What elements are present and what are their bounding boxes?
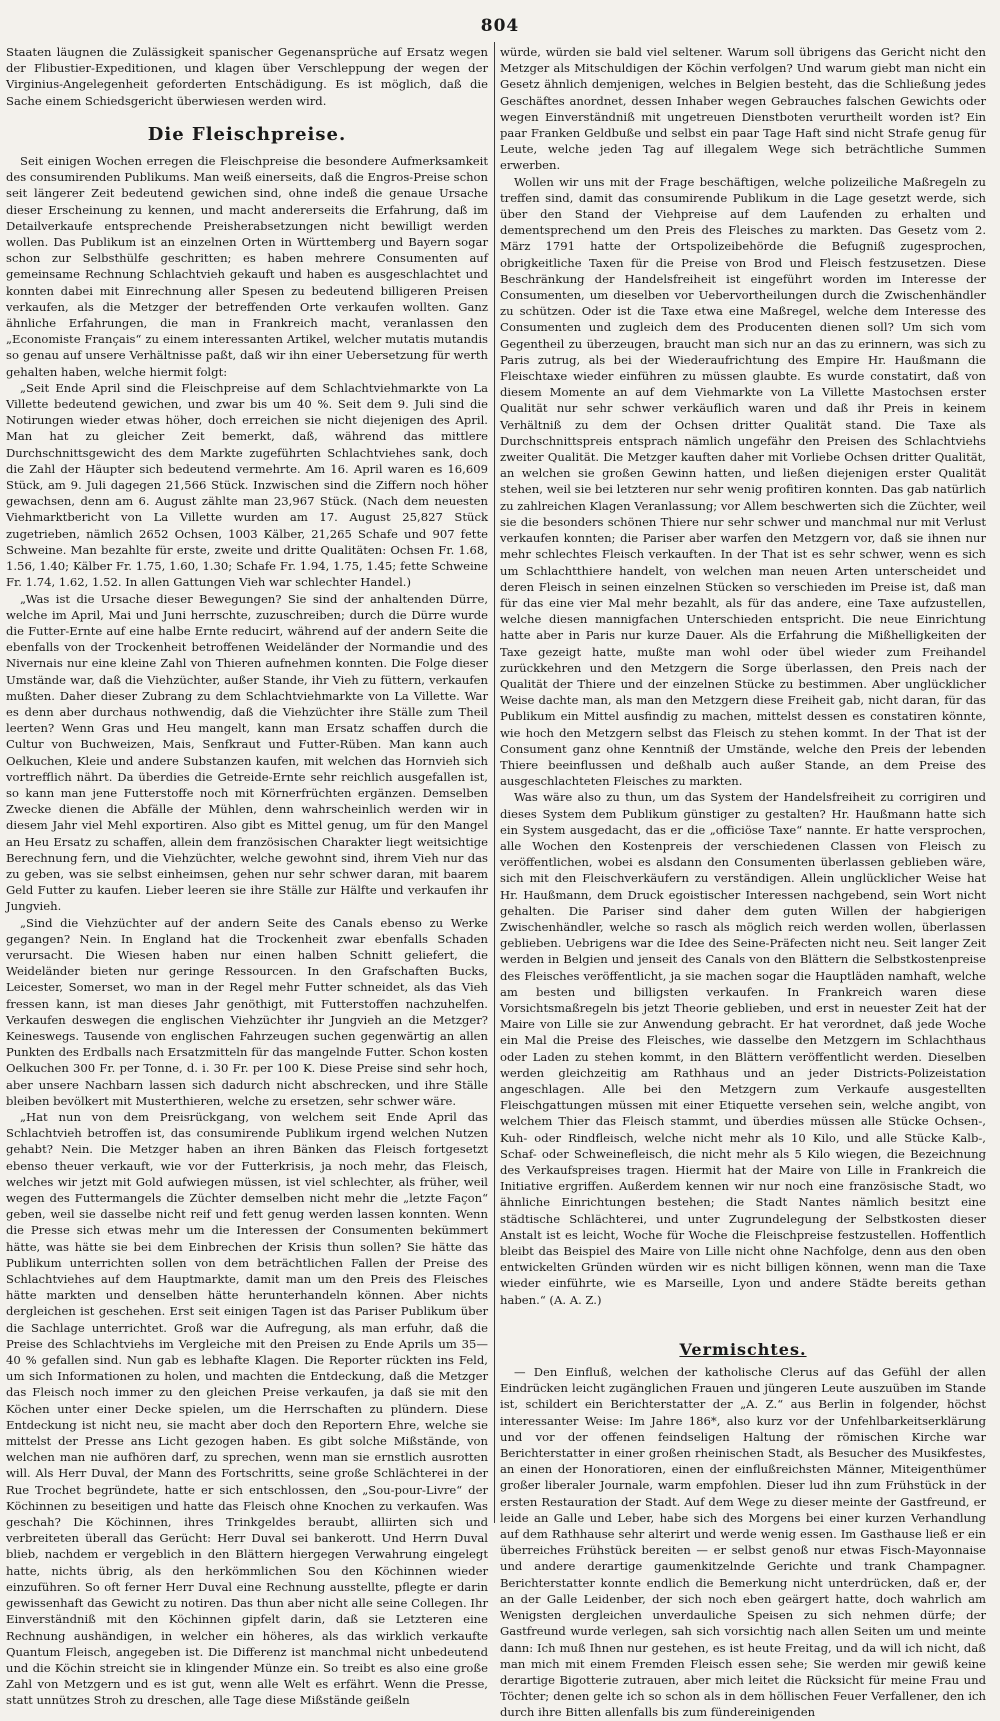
article-headline-fleischpreise: Die Fleischpreise. (147, 123, 347, 145)
article-paragraph: Was wäre also zu thun, um das System der Handelsfreiheit zu corrigiren und dieses System dem Publikum günstiger zu gestalten? Hr. Haußmann hatte sich ein System ausgedacht, das er die „officiöse Taxe“ nannte. Er hatte versprochen, alle Wochen den Kostenpreis der verschiedenen Classen von Fleisch zu veröffentlichen, wobei es alsdann den Consumenten überlassen geblieben wäre, sich mit den Fleischverkäufern zu verständigen. Allein unglücklicher Weise hat Hr. Haußmann, dem Druck egoistischer Interessen nachgebend, sein Wort nicht gehalten. Die Pariser sind daher dem guten Willen der habgierigen Zwischenhändler, welche so rasch als möglich reich werden wollen, überlassen geblieben. Uebrigens war die Idee des Seine-Präfecten nicht neu. Seit langer Zeit werden in Belgien und jenseit des Canals von den Blättern die Selbstkostenpreise des Fleisches veröffentlicht, ja sie machen sogar die Hauptläden namhaft, welche am besten und billigsten verkaufen. In Frankreich waren diese Vorsichtsmaßregeln bis jetzt Theorie geblieben, und erst in neuester Zeit hat der Maire von Lille sie zur Anwendung gebracht. Er hat verordnet, daß jede Woche ein Mal die Preise des Fleisches, wie dasselbe den Metzgern im Schlachthaus oder Laden zu stehen kommt, in den Blättern veröffentlicht werden. Dieselben werden gleichzeitig am Rathhaus und an jeder Districts-Polizeistation angeschlagen. Alle bei den Metzgern zum Verkaufe ausgestellten Fleischgattungen müssen mit einer Etiquette versehen sein, welche angibt, von welchem Thier das Fleisch stammt, und überdies müssen alle Stücke Ochsen-, Kuh- oder Rindfleisch, welche nicht mehr als 10 Kilo, und alle Stücke Kalb-, Schaf- oder Schweinefleisch, die nicht mehr als 5 Kilo wiegen, die Bezeichnung des Verkaufspreises tragen. Hiermit hat der Maire von Lille in Frankreich die Initiative ergriffen. Außerdem kennen wir nur noch eine französische Stadt, wo ähnliche Einrichtungen bestehen; die Stadt Nantes nämlich besitzt eine städtische Schlächterei, und unter Zugrundelegung der Selbstkosten dieser Anstalt ist es leicht, Woche für Woche die Fleischpreise festzustellen. Hoffentlich bleibt das Beispiel des Maire von Lille nicht ohne Nachfolge, denn aus den oben entwickelten Gründen würden wir es nicht billigen können, wenn man die Taxe wieder einführte, wie es Marseille, Lyon und andere Städte bereits gethan haben.“ (A. A. Z.) (500, 790, 986, 1307)
column-divider (494, 42, 495, 1523)
right-column (500, 44, 986, 1720)
article-paragraph: Wollen wir uns mit der Frage beschäftigen, welche polizeiliche Maßregeln zu treffen sind, damit das consumirende Publikum in die Lage gesetzt werde, sich über den Stand der Viehpreise auf dem Laufenden zu erhalten und dementsprechend um den Preis des Fleisches zu markten. Das Gesetz vom 2. März 1791 hatte der Ortspolizeibehörde die Befugniß zugesprochen, obrigkeitliche Taxen für die Preise von Brod und Fleisch festzusetzen. Diese Beschränkung der Handelsfreiheit ist eingeführt worden im Interesse der Consumenten, um dieselben vor Uebervortheilungen durch die Zwischenhändler zu schützen. Oder ist die Taxe etwa eine Maßregel, welche dem Interesse des Consumenten und zugleich dem des Producenten dienen soll? Um sich vom Gegentheil zu überzeugen, braucht man sich nur an das zu erinnern, was sich zu Paris zutrug, als bei der Wiederaufrichtung des Empire Hr. Haußmann die Fleischtaxe wieder einführen zu müssen glaubte. Es wurde constatirt, daß von diesem Momente an auf dem Viehmarkte von La Villette Mastochsen erster Qualität nur sehr schwer verkäuflich waren und daß ihr Preis in keinem Verhältniß zu dem der Ochsen dritter Qualität stand. Die Taxe als Durchschnittspreis entsprach nämlich ungefähr den Preisen des Schlachtviehs zweiter Qualität. Die Metzger kauften daher mit Vorliebe Ochsen dritter Qualität, an welchen sie großen Gewinn hatten, und ließen diejenigen erster Qualität stehen, weil sie bei letzteren nur sehr wenig profitiren konnten. Das gab natürlich zu zahlreichen Klagen Veranlassung; vor Allem beschwerten sich die Züchter, weil sie die besonders schönen Thiere nur sehr schwer und manchmal nur mit Verlust verkaufen konnten; die Pariser aber warfen den Metzgern vor, daß sie ihnen nur mehr schlechtes Fleisch verkauften. In der That ist es sehr schwer, wenn es sich um Schlachtthiere handelt, von welchen man neuen Arten unterscheidet und deren Fleisch in seinen einzelnen Stücken so verschieden im Preise ist, daß man für das eine vier Mal mehr bezahlt, als für das andere, eine Taxe aufzustellen, welche diesen mannigfachen Unterschieden entspricht. Die neue Einrichtung hatte aber in Paris nur kurze Dauer. Als die Erfahrung die Mißhelligkeiten der Taxe gezeigt hatte, mußte man wohl oder übel wieder zum Freihandel zurückkehren und den Metzgern die Sorge überlassen, den Preis nach der Qualität der Thiere und der einzelnen Stücke zu bestimmen. Aber unglücklicher Weise dachte man, als man den Metzgern diese Freiheit gab, nicht daran, für das Publikum ein Mittel ausfindig zu machen, mittelst dessen es constatiren könnte, wie hoch den Metzgern selbst das Fleisch zu stehen kommt. In der That ist der Consument ganz ohne Kenntniß der Umstände, welche den Preis der lebenden Thiere beeinflussen und deßhalb auch außer Stande, an dem Preise des ausgeschlachteten Fleisches zu markten. (500, 174, 986, 789)
article-paragraph: „Sind die Viehzüchter auf der andern Seite des Canals ebenso zu Werke gegangen? Nein. In England hat die Trockenheit zwar ebenfalls Schaden verursacht. Die Wiesen haben nur einen halben Schnitt geliefert, die Weideländer bieten nur geringe Ressourcen. In den Grafschaften Bucks, Leicester, Somerset, wo man in der Regel mehr Futter schneidet, als das Vieh fressen kann, ist man dieses Jahr genöthigt, mit Futterstoffen nachzuhelfen. Verkaufen deswegen die englischen Viehzüchter ihr Jungvieh an die Metzger? Keineswegs. Tausende von englischen Fahrzeugen suchen gegenwärtig an allen Punkten des Erdballs nach Ersatzmitteln für das mangelnde Futter. Schon kosten Oelkuchen 300 Fr. per Tonne, d. i. 30 Fr. per 100 K. Diese Preise sind sehr hoch, aber unsere Nachbarn lassen sich dadurch nicht abschrecken, und ihre Ställe bleiben bevölkert mit Musterthieren, welche zu ersetzen, sehr schwer wäre. (6, 915, 488, 1108)
article-paragraph: „Was ist die Ursache dieser Bewegungen? Sie sind der anhaltenden Dürre, welche im April, Mai und Juni herrschte, zuzuschreiben; durch die Dürre wurde die Futter-Ernte auf eine halbe Ernte reducirt, während auf der andern Seite die ebenfalls von der Trockenheit betroffenen Weideländer der Normandie und des Nivernais nur eine kleine Zahl von Thieren aufnehmen konnten. Die Folge dieser Umstände war, daß die Viehzüchter, außer Stande, ihr Vieh zu füttern, verkaufen mußten. Daher dieser Zubrang zu dem Schlachtviehmarkte von La Villette. War es denn aber durchaus nothwendig, daß die Viehzüchter ihre Ställe zum Theil leerten? Wenn Gras und Heu mangelt, kann man Ersatz schaffen durch die Cultur von Buchweizen, Mais, Senfkraut und Futter-Rüben. Man kann auch Oelkuchen, Kleie und andere Substanzen kaufen, mit welchen das Hornvieh sich vortrefflich nährt. Da überdies die Getreide-Ernte sehr reichlich ausgefallen ist, so kann man jene Futterstoffe noch mit Körnerfrüchten ergänzen. Demselben Zwecke dienen die Abfälle der Mühlen, denn wahrscheinlich werden wir in diesem Jahr viel Mehl exportiren. Also gibt es Mittel genug, um für den Mangel an Heu Ersatz zu schaffen, allein dem französischen Charakter liegt weitsichtige Berechnung fern, und die Viehzüchter, welche gewohnt sind, ihrem Vieh nur das zu geben, was sie selbst einheimsen, gehen nur sehr schwer daran, mit baarem Geld Futter zu kaufen. Lieber leeren sie ihre Ställe zur Hälfte und verkaufen ihr Jungvieh. (6, 591, 488, 914)
article-paragraph: — Den Einfluß, welchen der katholische Clerus auf das Gefühl der allen Eindrücken leicht zugänglichen Frauen und jüngeren Leute auszuüben im Stande ist, schildert ein Berichterstatter der „A. Z.“ aus Berlin in folgender, höchst interessanter Weise: Im Jahre 186*, also kurz vor der Unfehlbarkeitserklärung und vor der offenen feindseligen Haltung der römischen Kirche war Berichterstatter in einer großen rheinischen Stadt, als Besucher des Musikfestes, an einen der Honoratioren, einen der einflußreichsten Männer, Miteigenthümer großer liberaler Journale, warm empfohlen. Dieser lud ihn zum Frühstück in der ersten Restauration der Stadt. Auf dem Wege zu dieser meinte der Gastfreund, er leide an Galle und Leber, habe sich des Morgens bei einer kurzen Verhandlung auf dem Rathhause sehr alterirt und werde wenig essen. Im Gasthause ließ er ein überreiches Frühstück bereiten — er selbst genoß nur etwas Fisch-Mayonnaise und andere derartige gaumenkitzelnde Gerichte und trank Champagner. Berichterstatter konnte endlich die Bemerkung nicht unterdrücken, daß er, der an der Galle Leidenber, der sich noch eben geärgert hatte, doch wahrlich am Wenigsten dergleichen unverdauliche Speisen zu sich nehmen dürfe; der Gastfreund wurde verlegen, sah sich vorsichtig nach allen Seiten um und meinte dann: Ich muß Ihnen nur gestehen, es ist heute Freitag, und da will ich nicht, daß man mich mit einem Fremden Fleisch essen sehe; Sie werden mir gewiß keine derartige Bigotterie zutrauen, aber mich leitet die Rücksicht für meine Frau und Töchter; denen gelte ich so schon als in dem höllischen Feuer Verfallener, den ich durch ihre Bitten allenfalls bis zum fündereinigenden (500, 1365, 986, 1720)
left-column (6, 44, 488, 1708)
page-number: 804 (480, 16, 520, 36)
article-paragraph: Seit einigen Wochen erregen die Fleischpreise die besondere Aufmerksamkeit des consumirenden Publikums. Man weiß einerseits, daß die Engros-Preise schon seit längerer Zeit bedeutend gewichen sind, ohne indeß die genaue Ursache dieser Erscheinung zu kennen, und macht andererseits die Erfahrung, daß im Detailverkaufe entsprechende Preisherabsetzungen nicht bewilligt werden wollen. Das Publikum ist an einzelnen Orten in Württemberg und Bayern sogar schon zur Selbsthülfe geschritten; es haben mehrere Consumenten auf gemeinsame Rechnung Schlachtvieh gekauft und haben es ausgeschlachtet und konnten dabei mit Einrechnung aller Spesen zu bedeutend billigeren Preisen verkaufen, als die Metzger der betreffenden Orte verkaufen wollten. Ganz ähnliche Erfahrungen, die man in Frankreich macht, veranlassen den „Economiste Français“ zu einem interessanten Artikel, welcher mutatis mutandis so genau auf unsere Verhältnisse paßt, daß wir ihn einer Uebersetzung für werth gehalten haben, welche hiermit folgt: (6, 154, 488, 379)
article-paragraph: „Hat nun von dem Preisrückgang, von welchem seit Ende April das Schlachtvieh betroffen ist, das consumirende Publikum irgend welchen Nutzen gehabt? Nein. Die Metzger haben an ihren Bänken das Fleisch fortgesetzt ebenso theuer verkauft, wie vor der Futterkrisis, ja noch mehr, das Fleisch, welches wir jetzt mit Gold aufwiegen müssen, ist viel schlechter, als früher, weil wegen des Futtermangels die Züchter demselben nicht mehr die „letzte Façon“ geben, weil sie dasselbe nicht reif und fett genug werden lassen konnten. Wenn die Presse sich etwas mehr um die Interessen der Consumenten bekümmert hätte, was hätte sie bei dem Einbrechen der Krisis thun sollen? Sie hätte das Publikum unterrichten sollen von dem beträchtlichen Fallen der Preise des Schlachtviehes auf dem Hauptmarkte, damit man um den Preis des Fleisches hätte markten und denselben hätte herunterhandeln können. Aber nichts dergleichen ist geschehen. Erst seit einigen Tagen ist das Pariser Publikum über die Sachlage unterrichtet. Groß war die Aufregung, als man erfuhr, daß die Preise des Schlachtviehs im Vergleiche mit den Preisen zu Ende Aprils um 35—40 % gefallen sind. Nun gab es lebhafte Klagen. Die Reporter rückten ins Feld, um sich Informationen zu holen, und machten die Entdeckung, daß die Metzger das Fleisch noch immer zu den gleichen Preise verkaufen, ja daß sie mit den Köchen unter einer Decke spielen, um die Herrschaften zu plündern. Diese Entdeckung ist nicht neu, sie macht aber doch den Reportern Ehre, welche sie mittelst der Presse ans Licht gezogen haben. Es gibt solche Mißstände, von welchen man nie aufhören darf, zu sprechen, wenn man sie ernstlich ausrotten will. Als Herr Duval, der Mann des Fortschritts, seine große Schlächterei in der Rue Trochet begründete, hatte er sich entschlossen, den „Sou-pour-Livre“ der Köchinnen zu beseitigen und hatte das Fleisch ohne Knochen zu verkaufen. Was geschah? Die Köchinnen, ihres Trinkgeldes beraubt, alliirten sich und verbreiteten überall das Gerücht: Herr Duval sei bankerott. Und Herrn Duval blieb, nachdem er vergeblich in den Blättern hiergegen Verwahrung eingelegt hatte, nichts übrig, als den herkömmlichen Sou den Köchinnen wieder einzuführen. So oft ferner Herr Duval eine Rechnung ausstellte, pflegte er darin gewissenhaft das Gewicht zu notiren. Das thun aber nicht alle seine Collegen. Ihr Einverständniß mit den Köchinnen gipfelt darin, daß sie Letzteren eine Rechnung aushändigen, in welcher ein höheres, als das wirklich verkaufte Quantum Fleisch, angegeben ist. Die Differenz ist manchmal nicht unbedeutend und die Köchin streicht sie in klingender Münze ein. So treibt es also eine große Zahl von Metzgern und es ist gut, wenn alle Welt es erfährt. Wenn die Presse, statt unnützes Stroh zu dreschen, alle Tage diese Mißstände geißeln (6, 1110, 488, 1708)
article-paragraph: „Seit Ende April sind die Fleischpreise auf dem Schlachtviehmarkte von La Villette bedeutend gewichen, und zwar bis um 40 %. Seit dem 9. Juli sind die Notirungen wieder etwas höher, doch erreichen sie nicht diejenigen des April. Man hat zu gleicher Zeit bemerkt, daß, während das mittlere Durchschnittsgewicht des dem Markte zugeführten Schlachtviehes sank, doch die Zahl der Häupter sich bedeutend vermehrte. Am 16. April waren es 16,609 Stück, am 9. Juli dagegen 21,566 Stück. Inzwischen sind die Ziffern noch höher gewachsen, denn am 6. August zählte man 23,967 Stück. (Nach dem neuesten Viehmarktbericht von La Villette wurden am 17. August 25,827 Stück zugetrieben, nämlich 2652 Ochsen, 1003 Kälber, 21,265 Schafe und 907 fette Schweine. Man bezahlte für erste, zweite und dritte Qualitäten: Ochsen Fr. 1.68, 1.56, 1.40; Kälber Fr. 1.75, 1.60, 1.30; Schafe Fr. 1.94, 1.75, 1.45; fette Schweine Fr. 1.74, 1.62, 1.52. In allen Gattungen Vieh war schlechter Handel.) (6, 380, 488, 590)
article-paragraph: würde, würden sie bald viel seltener. Warum soll übrigens das Gericht nicht den Metzger als Mitschuldigen der Köchin verfolgen? Und warum giebt man nicht ein Gesetz ähnlich demjenigen, welches in Belgien besteht, das die Schließung jedes Geschäftes anordnet, dessen Inhaber wegen Gebrauches falschen Gewichts oder wegen Einverständniß mit ungetreuen Dienstboten verurtheilt worden ist? Ein paar Franken Geldbuße und selbst ein paar Tage Haft sind nicht Strafe genug für Leute, welche jeden Tag auf illegalem Wege sich beträchtliche Summen erwerben. (500, 45, 986, 173)
intro-paragraph: Staaten läugnen die Zulässigkeit spanischer Gegenansprüche auf Ersatz wegen der Flibustier-Expeditionen, und klagen über Verschleppung der wegen der Virginius-Angelegenheit geforderten Entschädigung. Es ist möglich, daß die Sache einem Schiedsgericht überwiesen werden wird. (6, 45, 488, 108)
section-headline-vermischtes: Vermischtes. (679, 1339, 807, 1359)
